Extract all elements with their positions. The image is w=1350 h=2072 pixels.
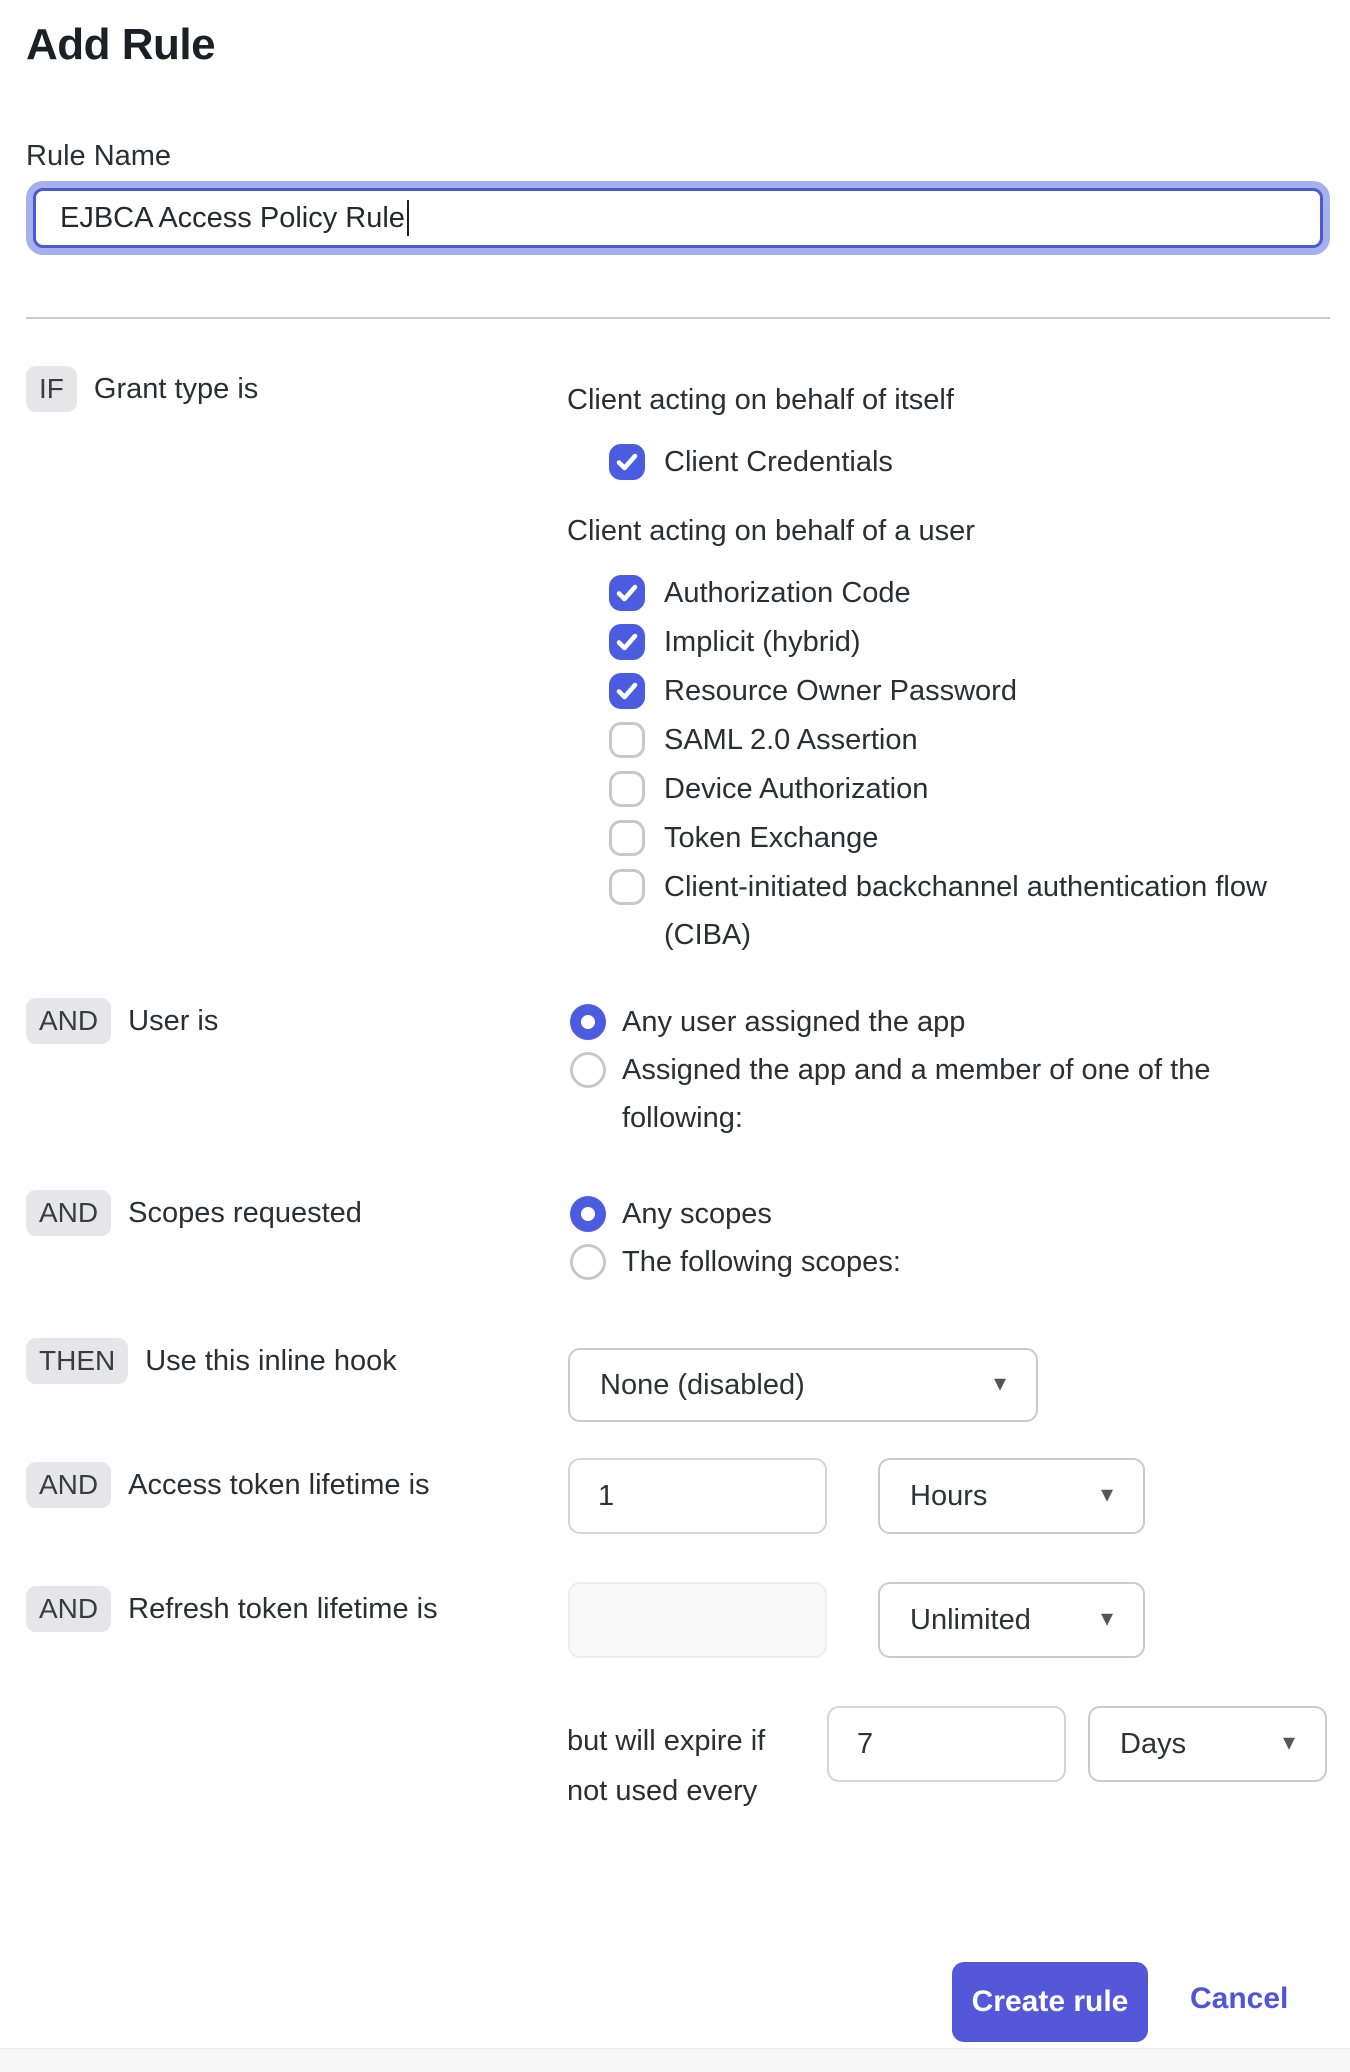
checkbox-option-token-exchange[interactable]: Token Exchange xyxy=(567,814,1342,863)
create-rule-button[interactable]: Create rule xyxy=(952,1962,1148,2042)
rule-name-value: EJBCA Access Policy Rule xyxy=(60,201,405,234)
unselected-radio-icon xyxy=(570,1244,606,1280)
refresh-token-unit: Unlimited xyxy=(910,1603,1031,1636)
checkbox-option-ciba[interactable]: Client-initiated backchannel authentication flow (CIBA) xyxy=(567,863,1342,959)
rule-name-label: Rule Name xyxy=(26,140,172,172)
section-divider xyxy=(26,317,1330,319)
unchecked-checkbox-icon xyxy=(609,771,645,807)
checkbox-option-authorization-code[interactable]: Authorization Code xyxy=(567,569,1342,618)
unchecked-checkbox-icon xyxy=(609,820,645,856)
scopes-options xyxy=(567,1190,1333,1286)
dialog-bottom-edge xyxy=(0,2048,1350,2072)
chevron-down-icon: ▾ xyxy=(1282,1729,1295,1757)
checkbox-option-saml-assertion[interactable]: SAML 2.0 Assertion xyxy=(567,716,1342,765)
refresh-token-label: Refresh token lifetime is xyxy=(128,1592,438,1625)
and-badge: AND xyxy=(26,1586,111,1632)
access-token-lifetime-input[interactable] xyxy=(568,1458,827,1534)
checked-checkbox-icon xyxy=(609,444,645,480)
unselected-radio-icon xyxy=(570,1052,606,1088)
refresh-token-lifetime-input xyxy=(568,1582,827,1658)
selected-radio-icon xyxy=(570,1004,606,1040)
chevron-down-icon: ▾ xyxy=(1100,1605,1113,1633)
inline-hook-label: Use this inline hook xyxy=(145,1344,397,1377)
user-is-options xyxy=(567,998,1333,1142)
access-token-unit-dropdown[interactable] xyxy=(878,1458,1145,1534)
unchecked-checkbox-icon xyxy=(609,722,645,758)
chevron-down-icon: ▾ xyxy=(993,1370,1006,1398)
and-badge: AND xyxy=(26,1462,111,1508)
and-badge: AND xyxy=(26,998,111,1044)
expiry-unit-dropdown[interactable] xyxy=(1088,1706,1327,1782)
group-heading-client-itself: Client acting on behalf of itself xyxy=(567,384,954,416)
condition-refresh-token xyxy=(26,1586,438,1632)
expiry-label: but will expire if not used every xyxy=(567,1725,766,1807)
grant-type-options xyxy=(567,366,1342,959)
unchecked-checkbox-icon xyxy=(609,869,645,905)
refresh-token-unit-dropdown[interactable] xyxy=(878,1582,1145,1658)
condition-grant-type xyxy=(26,366,258,412)
checkbox-option-resource-owner-password[interactable]: Resource Owner Password xyxy=(567,667,1342,716)
radio-option-any-user[interactable]: Any user assigned the app xyxy=(567,998,1333,1046)
radio-option-following-scopes[interactable]: The following scopes: xyxy=(567,1238,1333,1286)
expiry-value-input[interactable] xyxy=(827,1706,1066,1782)
checked-checkbox-icon xyxy=(609,575,645,611)
page-title: Add Rule xyxy=(26,20,216,69)
rule-name-input[interactable] xyxy=(33,188,1323,248)
selected-radio-icon xyxy=(570,1196,606,1232)
checkbox-option-device-authorization[interactable]: Device Authorization xyxy=(567,765,1342,814)
access-token-unit: Hours xyxy=(910,1479,988,1512)
condition-inline-hook xyxy=(26,1338,397,1384)
user-is-label: User is xyxy=(128,1004,219,1037)
condition-access-token xyxy=(26,1462,430,1508)
group-heading-client-user: Client acting on behalf of a user xyxy=(567,515,975,547)
radio-option-any-scopes[interactable]: Any scopes xyxy=(567,1190,1333,1238)
expiry-unit: Days xyxy=(1120,1727,1187,1760)
checkbox-option-client-credentials[interactable]: Client Credentials xyxy=(567,438,1342,487)
condition-scopes xyxy=(26,1190,362,1236)
checked-checkbox-icon xyxy=(609,624,645,660)
inline-hook-dropdown[interactable] xyxy=(568,1348,1038,1422)
inline-hook-selected: None (disabled) xyxy=(600,1368,805,1401)
if-badge: IF xyxy=(26,366,77,412)
grant-type-label: Grant type is xyxy=(93,372,259,405)
checkbox-option-implicit-hybrid[interactable]: Implicit (hybrid) xyxy=(567,618,1342,667)
and-badge: AND xyxy=(26,1190,111,1236)
cancel-button[interactable]: Cancel xyxy=(1190,1982,1289,2015)
chevron-down-icon: ▾ xyxy=(1100,1481,1113,1509)
access-token-label: Access token lifetime is xyxy=(128,1468,430,1501)
checked-checkbox-icon xyxy=(609,673,645,709)
then-badge: THEN xyxy=(26,1338,128,1384)
radio-option-assigned-member[interactable]: Assigned the app and a member of one of the following: xyxy=(567,1046,1333,1142)
text-cursor xyxy=(407,200,409,236)
scopes-label: Scopes requested xyxy=(128,1196,362,1229)
condition-user-is xyxy=(26,998,218,1044)
